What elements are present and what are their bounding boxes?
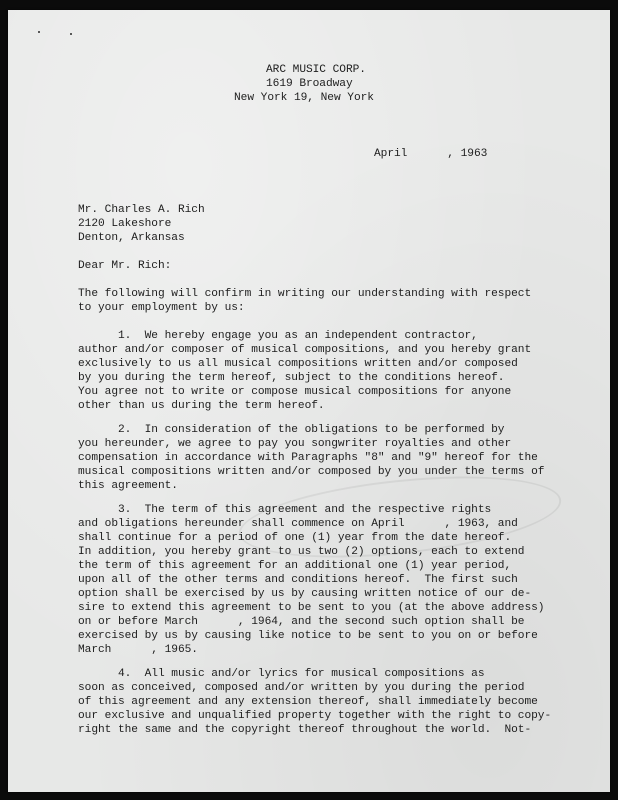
salutation: Dear Mr. Rich: [78, 260, 172, 272]
recipient-city: Denton, Arkansas [78, 232, 185, 244]
paragraph-2-line: musical compositions written and/or composed by you under the terms of [78, 466, 545, 478]
paragraph-4-line: 4. All music and/or lyrics for musical compositions as [78, 668, 485, 680]
paragraph-2-line: compensation in accordance with Paragraphs "8" and "9" hereof for the [78, 452, 538, 464]
intro-line: to your employment by us: [78, 302, 245, 314]
paragraph-1-line: 1. We hereby engage you as an independent contractor, [78, 330, 478, 342]
recipient-street: 2120 Lakeshore [78, 218, 172, 230]
paragraph-3-line: option shall be exercised by us by causing written notice of our de- [78, 588, 532, 600]
paragraph-1-line: author and/or composer of musical compositions, and you hereby grant [78, 344, 532, 356]
paragraph-3-line: March , 1965. [78, 644, 198, 656]
paragraph-3-line: exercised by us by causing like notice to be sent to you on or before [78, 630, 538, 642]
paragraph-3-line: shall continue for a period of one (1) year from the date hereof. [78, 532, 512, 544]
intro-line: The following will confirm in writing our understanding with respect [78, 288, 532, 300]
paragraph-2-line: you hereunder, we agree to pay you songwriter royalties and other [78, 438, 512, 450]
paragraph-3-line: on or before March , 1964, and the second such option shall be [78, 616, 525, 628]
background-speck [38, 31, 40, 33]
background-speck [70, 33, 72, 35]
recipient-name: Mr. Charles A. Rich [78, 204, 205, 216]
paragraph-3-line: In addition, you hereby grant to us two (2) options, each to extend [78, 546, 525, 558]
paragraph-1-line: by you during the term hereof, subject to the conditions hereof. [78, 372, 505, 384]
letter-page [8, 10, 610, 792]
paragraph-3-line: and obligations hereunder shall commence on April , 1963, and [78, 518, 518, 530]
letter-date: April , 1963 [374, 148, 488, 160]
paragraph-4-line: soon as conceived, composed and/or written by you during the period [78, 682, 525, 694]
paragraph-4-line: of this agreement and any extension thereof, shall immediately become [78, 696, 538, 708]
paragraph-2-line: 2. In consideration of the obligations to be performed by [78, 424, 505, 436]
paragraph-3-line: sire to extend this agreement to be sent to you (at the above address) [78, 602, 545, 614]
paragraph-3-line: the term of this agreement for an additional one (1) year period, [78, 560, 512, 572]
letterhead-company: ARC MUSIC CORP. [266, 64, 366, 76]
paragraph-2-line: this agreement. [78, 480, 178, 492]
paragraph-3-line: 3. The term of this agreement and the respective rights [78, 504, 492, 516]
paragraph-4-line: right the same and the copyright thereof throughout the world. Not- [78, 724, 532, 736]
paragraph-4-line: our exclusive and unqualified property together with the right to copy- [78, 710, 552, 722]
paragraph-1-line: You agree not to write or compose musical compositions for anyone [78, 386, 512, 398]
letterhead-city: New York 19, New York [234, 92, 374, 104]
paragraph-1-line: exclusively to us all musical compositions written and/or composed [78, 358, 518, 370]
letterhead-street: 1619 Broadway [266, 78, 353, 90]
paragraph-3-line: upon all of the other terms and conditions hereof. The first such [78, 574, 518, 586]
paragraph-1-line: other than us during the term hereof. [78, 400, 325, 412]
